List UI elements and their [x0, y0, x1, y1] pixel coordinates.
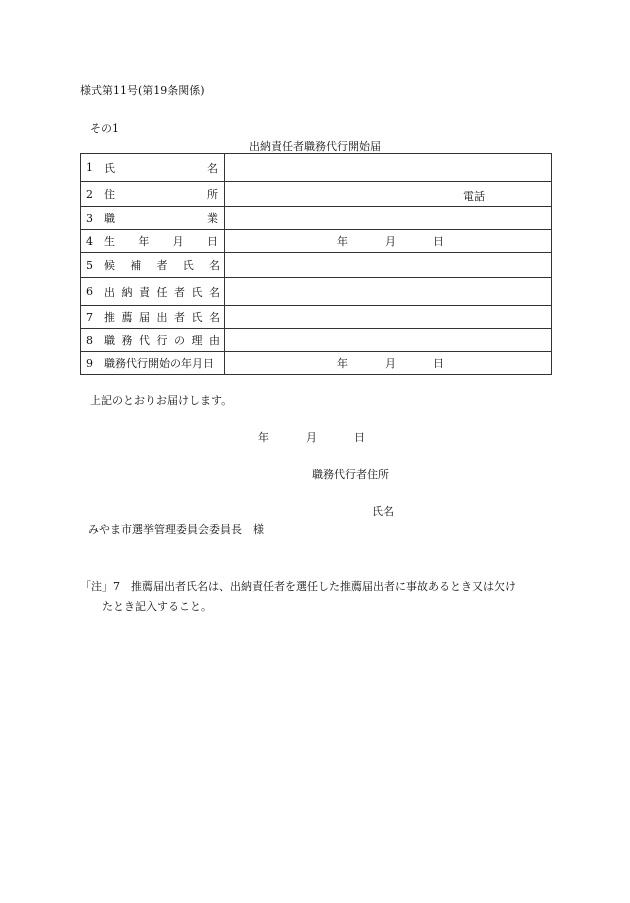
label-char: 名 — [209, 285, 220, 299]
treasurer-name-field[interactable] — [225, 278, 552, 306]
row-label-recommender-name — [81, 306, 225, 329]
address-field[interactable] — [225, 182, 552, 207]
label-char: 氏 — [104, 161, 115, 175]
date-month-label: 月 — [385, 235, 396, 248]
notification-form-table — [80, 153, 552, 375]
table-row — [81, 306, 552, 329]
date-day-label: 日 — [433, 357, 444, 370]
date-day-label: 日 — [433, 235, 444, 248]
closing-statement: 上記のとおりお届けします。 — [90, 394, 233, 407]
row-label-birthdate — [81, 230, 225, 253]
label-char: 行 — [156, 334, 168, 347]
label-char: 由 — [209, 334, 220, 347]
date-month-label: 月 — [306, 431, 317, 444]
label-char: 氏 — [191, 285, 203, 299]
row-label-reason — [81, 329, 225, 352]
label-char: 生 — [104, 235, 115, 248]
row-number: 6 — [86, 285, 93, 298]
date-month-label: 月 — [385, 357, 396, 370]
label-char: 者 — [174, 311, 185, 324]
label-char: 所 — [207, 188, 218, 201]
label-char: 推 — [104, 311, 115, 324]
start-date-field[interactable] — [225, 352, 552, 375]
label-char: 代 — [139, 334, 150, 347]
row-number: 7 — [86, 310, 93, 324]
addressee: みやま市選挙管理委員会委員長 様 — [88, 523, 264, 536]
note-line-1: 「注」7 推薦届出者氏名は、出納責任者を選任した推薦届出者に事故あるとき又は欠け — [80, 580, 516, 593]
label-text: 職務代行開始の年月日 — [104, 357, 214, 370]
label-char: 業 — [207, 212, 218, 225]
label-char: 氏 — [191, 311, 203, 324]
label-char: 名 — [209, 311, 220, 324]
table-row — [81, 329, 552, 352]
row-number: 1 — [86, 161, 93, 174]
row-label-address — [81, 182, 225, 207]
form-variant: その1 — [90, 122, 119, 135]
signature-date — [258, 429, 402, 445]
table-row — [81, 154, 552, 182]
label-char: 住 — [104, 188, 115, 201]
label-char: 出 — [156, 311, 168, 324]
table-row — [81, 207, 552, 230]
candidate-name-field[interactable] — [225, 253, 552, 278]
agent-name-label: 氏名 — [372, 505, 394, 518]
document-title: 出納責任者職務代行開始届 — [249, 140, 381, 153]
label-char: 者 — [156, 259, 168, 272]
label-char: 年 — [138, 235, 150, 248]
row-number: 2 — [86, 187, 93, 201]
form-number: 様式第11号(第19条関係) — [80, 84, 205, 97]
occupation-field[interactable] — [225, 207, 552, 230]
phone-label: 電話 — [463, 190, 485, 203]
row-label-name — [81, 154, 225, 182]
label-char: 理 — [191, 334, 203, 347]
agent-address-label: 職務代行者住所 — [312, 468, 389, 481]
row-number: 3 — [86, 211, 93, 225]
label-char: 候 — [104, 259, 115, 272]
row-label-start-date — [81, 352, 225, 375]
label-char: 日 — [206, 235, 218, 248]
label-char: 任 — [156, 285, 168, 299]
label-char: 届 — [139, 311, 150, 324]
label-char: 薦 — [121, 311, 133, 324]
row-number: 5 — [86, 258, 93, 272]
label-char: 務 — [121, 334, 133, 347]
row-label-treasurer-name — [81, 278, 225, 306]
label-char: 名 — [209, 259, 220, 272]
row-number: 9 — [86, 356, 93, 370]
row-label-candidate-name — [81, 253, 225, 278]
label-char: 名 — [207, 161, 218, 175]
row-number: 8 — [86, 333, 93, 347]
table-row — [81, 278, 552, 306]
label-char: 職 — [104, 212, 115, 225]
table-row — [81, 182, 552, 207]
table-row — [81, 352, 552, 375]
date-year-label: 年 — [337, 235, 348, 248]
recommender-name-field[interactable] — [225, 306, 552, 329]
date-year-label: 年 — [337, 357, 348, 370]
label-char: 者 — [174, 285, 185, 299]
table-row — [81, 230, 552, 253]
label-char: 職 — [104, 334, 115, 347]
date-year-label: 年 — [258, 431, 269, 444]
row-label-occupation — [81, 207, 225, 230]
table-row — [81, 253, 552, 278]
label-char: 補 — [130, 259, 142, 272]
name-field[interactable] — [225, 154, 552, 182]
label-char: 納 — [121, 285, 133, 299]
label-char: 氏 — [182, 259, 194, 272]
birthdate-field[interactable] — [225, 230, 552, 253]
note-line-2: たとき記入すること。 — [102, 600, 212, 613]
label-char: 出 — [104, 285, 115, 299]
reason-field[interactable] — [225, 329, 552, 352]
label-char: 責 — [139, 285, 150, 299]
row-number: 4 — [86, 234, 93, 248]
label-char: 月 — [172, 235, 184, 248]
date-day-label: 日 — [354, 431, 365, 444]
label-char: の — [174, 334, 185, 347]
